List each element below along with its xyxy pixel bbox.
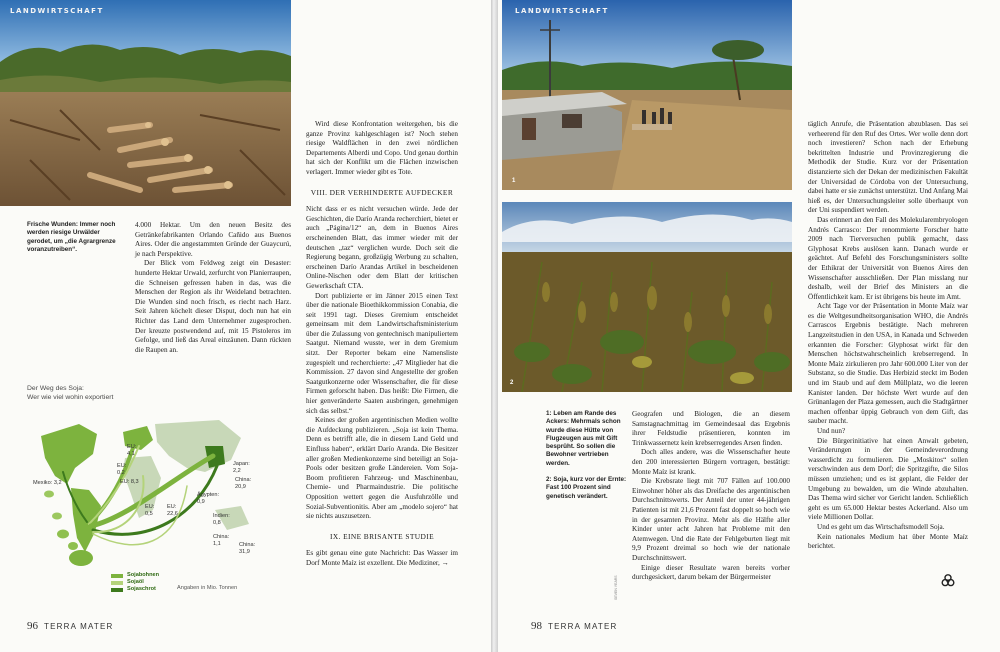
soy-field-photo bbox=[502, 202, 792, 392]
section-heading-viii: VIII. DER VERHINDERTE AUFDECKER bbox=[310, 187, 454, 197]
map-label-china-3: China: 31,9 bbox=[239, 542, 256, 555]
paragraph: Acht Tage vor der Präsentation in Monte Maíz war es die Weltgesundheitsorganisation WHO, die Andrés Carrascos Ergebnis bestätigte. Nach mehreren Langzeitstudien in den USA, in Kanada und Schweden erkannten die Forscher: Glyphosat wirkt für den Menschen höchstwahrscheinlich krebserregend. In Monte Maíz zirkulieren pro Jahr 600.000 Liter von der Substanz, so die Studie. Das Herbizid steckt im Boden und im Staub und auf dem Müllplatz, wo die leeren Kanister landen. Der höchste Wert wurde auf den Grünanlagen der Plaza gemessen, auch die Stadtgärtner machen offenbar üppig Gebrauch von dem Gift, das sauber macht. bbox=[808, 302, 968, 426]
paragraph: 4.000 Hektar. Um den neuen Besitz des Getränkefabrikanten Orlando Cañido aus Buenos Aires. Oder die angestammten Gründe der Guaycurú, je nach Perspektive. bbox=[135, 221, 291, 258]
magazine-name: TERRA MATER bbox=[44, 622, 114, 631]
paragraph: Die Bürgerinitiative hat einen Anwalt gebeten, Veränderungen in der Gemeindeverordnung wasserdicht zu formulieren. Die „Moskitos“ sollen verschwinden aus dem Dorf; die Spritzgifte, die Silos müssen umziehen; und es ist geplant, die Felder der Umgebung zu bewalden, um die Winde abzuhalten. Das Thema wird sicher vor Gericht landen. Schließlich geht es um 65.000 Hektar bestes Ackerland. Also um viele Millionen Dollar. bbox=[808, 436, 968, 522]
paragraph: Geografen und Biologen, die an diesem Samstagnachmittag im Gemeindesaal das Ergebnis ihrer Feldstudie präsentieren, konnten im Trinkwassernetz kein krebserregendes Arsen finden. bbox=[632, 410, 790, 447]
map-title bbox=[27, 384, 265, 402]
left-column-1 bbox=[135, 221, 291, 355]
clearcut-forest-photo bbox=[0, 0, 291, 206]
map-label-eu-1: EU: 4,1 bbox=[127, 444, 137, 457]
paragraph: Nicht dass er es nicht versuchen würde. Jede der Geschichten, die Darío Aranda recherchiert, bietet er auch „Página/12“ an, dem in Buenos Aires erscheinenden Blatt, das immer wieder mit der deutschen „taz“ verglichen wurde. Doch seit die Regierung begann, großzügig Werbung zu schalten, erscheinen Darío Arandas Artikel in bescheidenen Online-Nischen oder dem Blatt der kritischen Gewerkschaft CTA. bbox=[306, 205, 458, 290]
map-title-line-1: Der Weg des Soja: bbox=[27, 385, 84, 392]
map-label-eu-2: EU: 0,2 bbox=[117, 463, 127, 476]
map-label-eu-3: EU: 8,3 bbox=[120, 479, 139, 485]
left-page bbox=[0, 0, 491, 652]
map-label-eu-4: EU: 0,5 bbox=[145, 504, 155, 517]
soy-export-map bbox=[27, 384, 265, 598]
left-column-2 bbox=[306, 120, 458, 569]
paragraph: Dort publizierte er im Jänner 2015 einen Text über die nationale Bioethikkommission Conabia, die seit 1991 tagt. Dieses Gremium entscheidet gemeinsam mit dem Landwirtschaftsministerium über die Zulassung von gentechnisch manipuliertem Saatgut. Niemand wusste, wer in dem Gremium sitzt. Der Reporter bekam eine Namensliste zugespielt und recherchierte: „47 Mitglieder hat die Kommission. 27 davon sind Angestellte der großen Saatgutkonzerne oder Wissenschafter, die für diese Firmen geforscht haben. Das heißt: Die Firmen, die hier genveränderte Saaten ausbringen, genehmigen sich das selbst.“ bbox=[306, 291, 458, 415]
biohazard-icon bbox=[941, 574, 955, 588]
page-number: 96 bbox=[27, 620, 38, 632]
right-column-1 bbox=[632, 410, 790, 583]
caption-text: Frische Wunden: Immer noch werden riesige Urwälder gerodet, um „die Agrargrenze voranzutreiben“. bbox=[27, 221, 116, 253]
legend-item-oil: Sojaöl bbox=[111, 579, 159, 586]
spine-gutter bbox=[491, 0, 498, 652]
paragraph: Keines der großen argentinischen Medien wollte die Aufdeckung publizieren. „Soja ist kein Thema. Denn es betrifft alle, die in diesem Land Geld und Einfluss haben“, erklärt Darío Aranda. Die Besitzer aller großen Medienkonzerne sind beteiligt an Soja-Pools oder besitzen große Ländereien. Vom Soja-Boom profitieren Fahrzeug- und Maschinenbau, Chemie- und Pharmaindustrie. Die politische Opposition wettert gegen die Ausfuhrzölle und Sozial-Subventionitis. Aber am „modelo sojero“ hat sie nichts auszusetzen. bbox=[306, 416, 458, 521]
photo-credit: SEVEN YEARS bbox=[614, 575, 618, 600]
map-label-japan: Japan: 2,2 bbox=[233, 461, 250, 474]
right-column-2 bbox=[808, 120, 968, 552]
photo-number-1: 1 bbox=[512, 178, 516, 184]
hut-photo bbox=[502, 0, 792, 190]
paragraph: Und es geht um das Wirtschaftsmodell Soja. bbox=[817, 522, 945, 531]
right-page-footer bbox=[531, 620, 618, 632]
map-unit-note: Angaben in Mio. Tonnen bbox=[177, 585, 238, 591]
map-label-mexico: Mexiko: 3,2 bbox=[33, 480, 62, 486]
map-title-line-2: Wer wie viel wohin exportiert bbox=[27, 394, 114, 401]
paragraph: Und nun? bbox=[817, 427, 846, 435]
magazine-name: TERRA MATER bbox=[548, 622, 618, 631]
paragraph: Das erinnert an den Fall des Molekularembryologen Andrés Carrasco: Der renommierte Forscher hatte 2009 nach Tierversuchen publik gemacht, dass Glyphosat Krebs auslösen kann. Danach wurde er geächtet. Auf Befehl des Forschungsministers sollte der Ethikrat der Universität von Buenos Aires den Wissenschafter ausschließen. Der Plan misslang nur deshalb, weil der Brief des Ministers an die Öffentlichkeit kam. Er ist übrigens bis heute im Amt. bbox=[808, 215, 968, 301]
map-label-eu-5: EU: 22,6 bbox=[167, 504, 178, 517]
left-page-footer bbox=[27, 620, 114, 632]
section-label: LANDWIRTSCHAFT bbox=[515, 7, 609, 15]
map-label-china-1: China: 20,9 bbox=[235, 477, 252, 490]
paragraph: Wird diese Konfrontation weitergehen, bis die ganze Provinz kahlgeschlagen ist? Noch stehen riesige Waldflächen in den zwei nördlichen Departements Alberdi und Copo. Und genau dorthin hat sich der Konflikt um die Flächen inzwischen verlagert. Immer wieder gibt es Tote. bbox=[306, 120, 458, 176]
map-label-china-2: China: 1,1 bbox=[213, 534, 230, 547]
section-label: LANDWIRTSCHAFT bbox=[10, 7, 104, 15]
legend-item-meal: Sojaschrot bbox=[111, 586, 159, 593]
paragraph: Kein nationales Medium hat über Monte Maíz berichtet. bbox=[808, 532, 968, 551]
photo-number-2: 2 bbox=[510, 380, 514, 386]
page-number: 98 bbox=[531, 620, 542, 632]
caption-2: 2: Soja, kurz vor der Ernte: Fast 100 Prozent sind genetisch verändert. bbox=[546, 476, 627, 500]
section-heading-ix: IX. EINE BRISANTE STUDIE bbox=[329, 531, 435, 541]
photo-caption bbox=[27, 221, 122, 262]
paragraph: täglich Anrufe, die Präsentation abzublasen. Das sei verheerend für den Ruf des Ortes. Wer wolle denn dort noch investieren? Schon nach der Erhebung bekrittelten Industrie und Provinzregierung die Methodik der Studie. Kurz vor der Präsentation distanzierte sich der Dekan der medizinischen Fakultät der Universidad de Córdoba von der Untersuchung, dabei hatte er sie zunächst unterstützt. Und Anfang Mai hieß es, der Untersuchungsleiter solle überhaupt von der Uni suspendiert werden. bbox=[808, 120, 968, 215]
paragraph: Die Krebsrate liegt mit 707 Fällen auf 100.000 Einwohner höher als das Dreifache des argentinischen Durchschnittswerts. Der Anteil der unter 44-jährigen Patienten ist mit 21,6 Prozent fast doppelt so hoch wie in der gesamten Provinz. Mehr als die Hälfte aller Kinder unter acht Jahren hat Probleme mit den Atemwegen. Und die Rate der Fehlgeburten liegt mit 9,9 Prozent dreimal so hoch wie der nationale Durchschnittswert. bbox=[632, 477, 790, 562]
paragraph: Doch alles andere, was die Wissenschafter heute den 200 interessierten Bürgern vortragen, bestätigt: Monte Maíz ist krank. bbox=[632, 448, 790, 476]
map-legend bbox=[111, 572, 159, 593]
photo-captions bbox=[546, 410, 628, 509]
right-page bbox=[498, 0, 1000, 652]
world-map-graphic bbox=[27, 406, 265, 586]
map-label-india: Indien: 0,8 bbox=[213, 513, 230, 526]
paragraph: Der Blick vom Feldweg zeigt ein Desaster: hunderte Hektar Urwald, zerfurcht von Planierraupen, die Schneisen gefressen haben in das, was die Menschen der Region als ihr Weideland betrachten. Die Wunden sind noch frisch, es riecht nach Harz. Seit Jahren köchelt dieser Disput, doch nun hat ein Richter das Land dem Unternehmer zugesprochen. Der kreuzte postwendend auf, mit 15 Pistoleros im Gefolge, und ließ das Areal einzäunen. Dann rückten die Raupen an. bbox=[135, 259, 291, 354]
map-label-egypt: Ägypten: 0,9 bbox=[197, 492, 220, 505]
legend-item-beans: Sojabohnen bbox=[111, 572, 159, 579]
caption-1: 1: Leben am Rande des Ackers: Mehrmals schon wurde diese Hütte von Flugzeugen aus mit Gift besprüht. So sollen die Bewohner vertrieben werden. bbox=[546, 410, 621, 467]
paragraph: Es gibt genau eine gute Nachricht: Das Wasser im Dorf Monte Maíz ist exzellent. Die Mediziner, → bbox=[306, 549, 458, 567]
paragraph: Einige dieser Resultate waren bereits vorher durchgesickert, darum bekam der Bürgermeister bbox=[632, 563, 790, 582]
